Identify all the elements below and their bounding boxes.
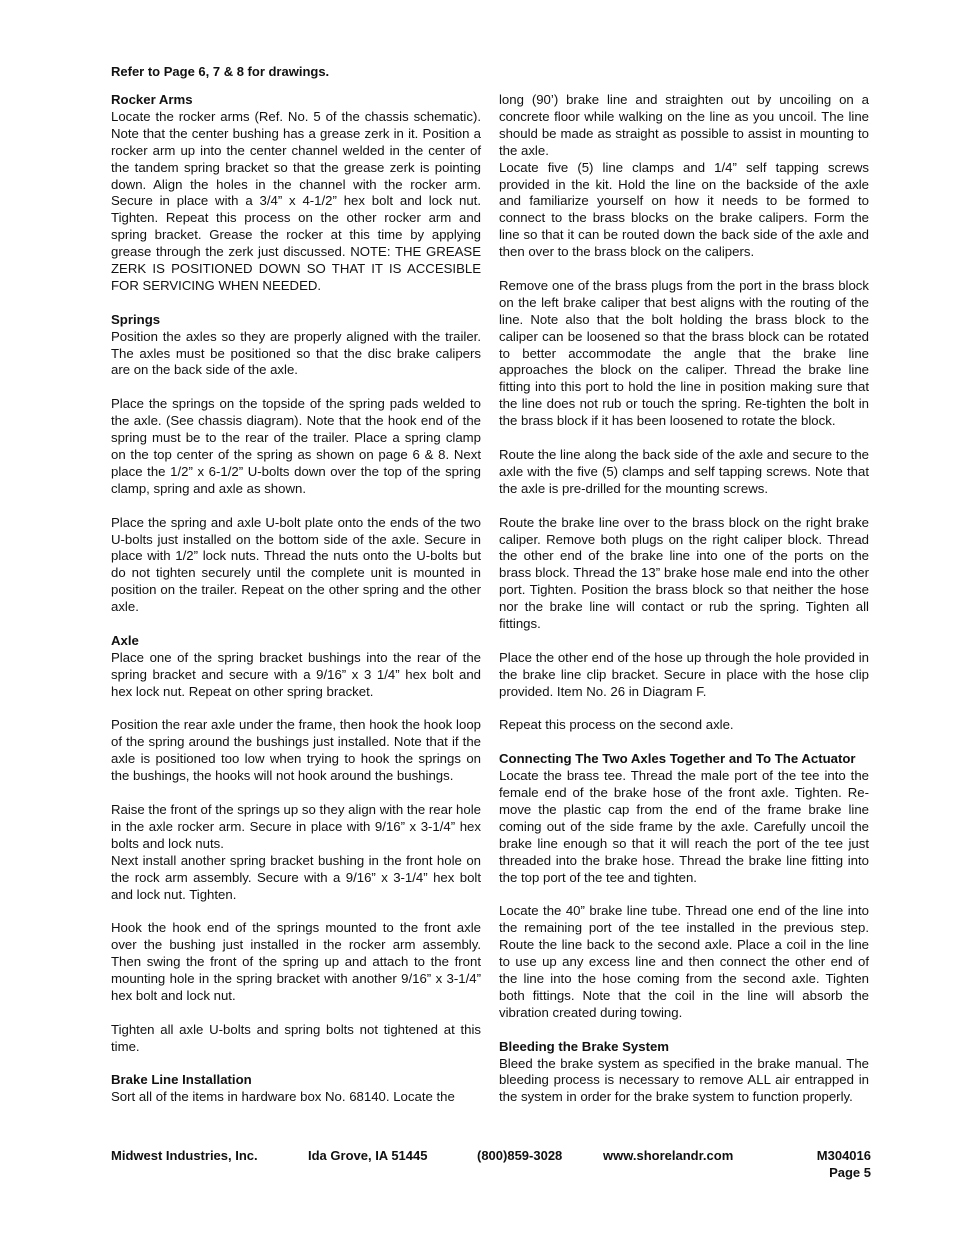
footer-page-number: Page 5 xyxy=(829,1165,871,1180)
rocker-arms-paragraph: Locate the rocker arms (Ref. No. 5 of the chassis schematic). Note that the center bushing has a grease zerk in it. Position a rocker arm up into the center channel welded in the center of the tandem spring bracket so that the grease zerk is pointing down. Align the holes in the channel with the rocker arm. Secure in place with a 3/4” x 4-1/2” hex bolt and lock nut. Tighten. Repeat this process on the other rocker arm and spring bracket. Grease the rocker at this time by applying grease through the zerk just discussed. NOTE: THE GREASE ZERK IS POSITIONED DOWN SO THAT IT IS ACCESIBLE FOR SERVICING WHEN NEEDED. xyxy=(111,108,481,293)
page-header-note: Refer to Page 6, 7 & 8 for drawings. xyxy=(111,64,330,79)
bleeding-paragraph: Bleed the brake system as specified in the brake manual. The bleeding process is necessary to remove ALL air entrapped in the system in order for the brake system to function properly. xyxy=(499,1055,869,1105)
axle-paragraph-2: Position the rear axle under the frame, then hook the hook loop of the spring around the bushings just installed. Note that if the axle is positioned too low when trying to hook the springs on the bushings, the hooks will not hook around the bushings. xyxy=(111,717,481,784)
line-clamps-paragraph: Locate five (5) line clamps and 1/4” self tapping screws provided in the kit. Hold the line on the backside of the axle and familiarize yourself on how it needs to be formed to connect to the brass blocks on the brake calipers. Form the line so that it can be routed down the back side of the axle and then over to the brass block on the calipers. xyxy=(499,159,869,260)
axle-paragraph-6: Tighten all axle U-bolts and spring bolts not tightened at this time. xyxy=(111,1021,481,1054)
right-caliper-paragraph: Route the brake line over to the brass block on the right brake caliper. Remove both plugs on the right caliper block. Thread the other end of the brake line into one of the ports on the brass block. Thread the 13” brake hose male end into the other port. Tighten. Position the brass block so that neither the hose nor the brake line will contact or rub the spring. Tighten all fittings. xyxy=(499,514,869,632)
springs-paragraph-2: Place the springs on the topside of the spring pads welded to the axle. (See chassis diagram). Note that the hook end of the spring must be to the rear of the trailer. Place a spring clamp on the top center of the spring as shown on page 6 & 8. Next place the 1/2” x 6-1/2” U-bolts down over the top of the spring clamp, spring and axle as shown. xyxy=(111,396,481,496)
brake-line-paragraph: Sort all of the items in hardware box No. 68140. Locate the xyxy=(111,1089,455,1105)
axle-paragraph-1: Place one of the spring bracket bushings into the rear of the spring bracket and secure with a 9/16” x 3 1/4” hex bolt and hex lock nut. Repeat on other spring bracket. xyxy=(111,649,481,699)
repeat-paragraph: Repeat this process on the second axle. xyxy=(499,717,734,733)
axle-paragraph-5: Hook the hook end of the springs mounted to the front axle over the bushing just installed in the rocker arm assembly. Then swing the front of the spring up and attach to the front mounting hole in the spring bracket with another 9/16” x 3-1/4” hex bolt and lock nut. xyxy=(111,920,481,1003)
connecting-paragraph-2: Locate the 40” brake line tube. Thread one end of the line into the remaining port of the tee installed in the previous step. Route the line back to the second axle. Place a coil in the line to use up any excess line and then connect the other end of the line into the hose coming from the second axle. Tighten both fittings. Note that the coil in the line will absorb the vibration created during towing. xyxy=(499,903,869,1020)
rocker-arms-heading: Rocker Arms xyxy=(111,92,193,107)
springs-heading: Springs xyxy=(111,311,161,327)
springs-paragraph-3: Place the spring and axle U-bolt plate onto the ends of the two U-bolts just installed on the bottom side of the axle. Secure in place with 1/2” lock nuts. Thread the nuts onto the U-bolts but do not tighten securely until the complete unit is mounted in position on the trailer. Repeat on the other spring and the other axle. xyxy=(111,514,481,615)
footer-phone: (800)859-3028 xyxy=(477,1148,563,1163)
connecting-paragraph-1: Locate the brass tee. Thread the male port of the tee into the female end of the brake hose of the front axle. Tighten. Re-move the plastic cap from the end of the frame brake line coming out of the side frame by the axle. Carefully uncoil the brake line enough so that it will reach the port of the tee just threaded into the brake hose. Thread the brake line fitting into the top port of the tee and tighten. xyxy=(499,768,869,885)
hose-clip-paragraph: Place the other end of the hose up through the hole provided in the brake line clip bracket. Secure in place with the hose clip provided. Item No. 26 in Diagram F. xyxy=(499,649,869,699)
route-line-paragraph: Route the line along the back side of the axle and secure to the axle with the five (5) clamps and self tapping screws. Note that the axle is pre-drilled for the mounting screws. xyxy=(499,447,869,496)
springs-paragraph-1: Position the axles so they are properly aligned with the trailer. The axles must be positioned so that the disc brake calipers are on the back side of the axle. xyxy=(111,328,481,378)
bleeding-heading: Bleeding the Brake System xyxy=(499,1038,670,1054)
footer-city: Ida Grove, IA 51445 xyxy=(308,1148,428,1163)
footer-company: Midwest Industries, Inc. xyxy=(111,1148,258,1163)
connecting-axles-heading: Connecting The Two Axles Together and To The Actuator xyxy=(499,751,856,767)
axle-paragraph-3: Raise the front of the springs up so they align with the rear hole in the axle rocker arm. Secure in place with 9/16” x 3-1/4” hex bolts and lock nuts. xyxy=(111,801,481,851)
left-column xyxy=(111,92,481,1106)
axle-paragraph-4: Next install another spring bracket bushing in the front hole on the rock arm assembly. Secure with a 9/16” x 3-1/4” hex bolt and lock nut. Tighten. xyxy=(111,852,481,902)
brass-plug-paragraph: Remove one of the brass plugs from the port in the brass block on the left brake caliper that best aligns with the routing of the line. Note also that the bolt holding the brass block to the caliper can be loosened so that the brass block can be rotated to better accommodate the angle that the brake line approaches the block on the caliper. Thread the brake line fitting into this port to hold the line in position making sure that the line does not rub or touch the spring. Re-tighten the bolt in the brass block if it has been loosened to rotate the block. xyxy=(499,277,869,429)
brake-line-paragraph-cont: long (90’) brake line and straighten out by uncoiling on a concrete floor while walking on the line as you uncoil. The line should be made as straight as possible to assist in mounting to the axle. xyxy=(499,92,869,158)
right-column xyxy=(499,92,869,1106)
footer-doc-id: M304016 xyxy=(816,1148,871,1163)
footer-website: www.shorelandr.com xyxy=(603,1148,734,1163)
brake-line-heading: Brake Line Installation xyxy=(111,1072,252,1088)
axle-heading: Axle xyxy=(111,632,139,648)
